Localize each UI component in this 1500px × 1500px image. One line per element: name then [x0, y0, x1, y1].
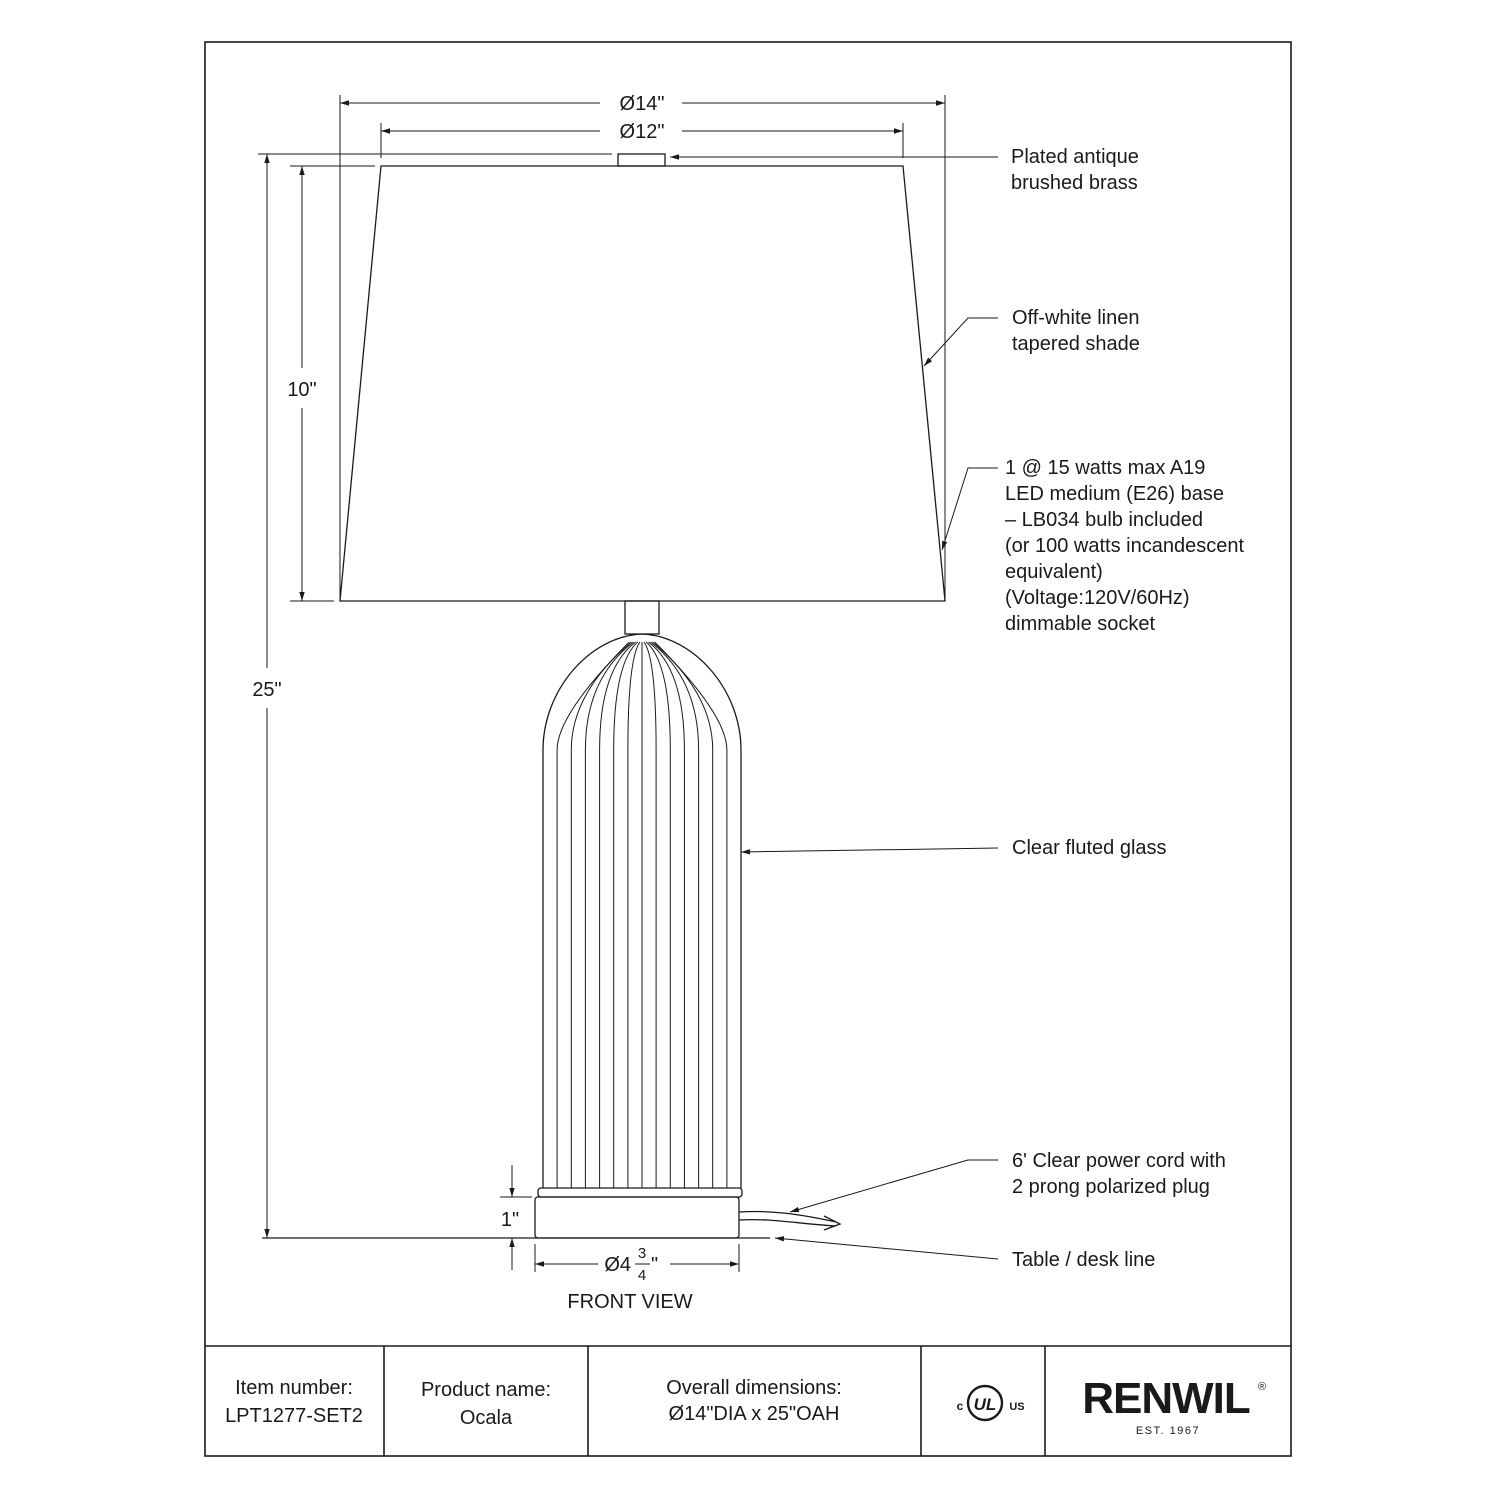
lamp-drawing — [262, 154, 945, 1238]
glass-flute-line — [646, 642, 670, 1188]
svg-text:UL: UL — [973, 1395, 997, 1414]
glass-flute-line — [655, 642, 727, 1188]
base-collar — [538, 1188, 742, 1197]
dimension-labels — [252, 93, 692, 1313]
finial — [618, 154, 665, 166]
dim-base-dia-num: 3 — [637, 1245, 647, 1262]
product-name-value: Ocala — [459, 1407, 513, 1429]
power-cord — [739, 1211, 836, 1222]
dim-shade-height: 10" — [287, 379, 317, 401]
dimension-lines — [258, 95, 945, 1272]
item-number-value: LPT1277-SET2 — [225, 1405, 363, 1427]
svg-text:US: US — [1009, 1401, 1025, 1413]
glass-flutes — [557, 642, 727, 1188]
svg-text:RENWIL: RENWIL — [1082, 1374, 1250, 1423]
lamp-shade — [340, 166, 945, 601]
callout-glass: Clear fluted glass — [1012, 837, 1167, 859]
dim-base-dia-den: 4 — [637, 1267, 647, 1284]
glass-flute-line — [628, 642, 640, 1188]
ul-certification-icon — [957, 1386, 1025, 1420]
lamp-neck — [625, 601, 659, 634]
glass-flute-line — [614, 642, 638, 1188]
sheet-border — [205, 42, 1291, 1456]
svg-text:EST. 1967: EST. 1967 — [1135, 1425, 1201, 1437]
dim-base-dia-prefix: Ø4 — [604, 1254, 631, 1276]
callout-finial: Plated antique brushed brass — [1011, 146, 1139, 194]
glass-flute-line — [644, 642, 656, 1188]
glass-flute-line — [653, 642, 713, 1188]
glass-flute-line — [585, 642, 633, 1188]
dim-overall-height: 25" — [252, 679, 282, 701]
callout-cord: 6' Clear power cord with 2 prong polarized plug — [1012, 1150, 1226, 1198]
view-label: FRONT VIEW — [567, 1291, 693, 1313]
callout-leaders — [670, 157, 998, 1259]
callout-table-line: Table / desk line — [1012, 1249, 1156, 1271]
product-name-label: Product name: — [420, 1379, 552, 1401]
plug-arrow — [824, 1216, 840, 1230]
callouts — [1005, 146, 1250, 1271]
glass-flute-line — [600, 642, 636, 1188]
title-block — [205, 1346, 1291, 1456]
glass-flute-line — [651, 642, 699, 1188]
glass-flute-line — [648, 642, 684, 1188]
renwil-logo — [1082, 1374, 1266, 1437]
overall-dimensions-label: Overall dimensions: — [666, 1377, 842, 1399]
svg-text:c: c — [956, 1399, 964, 1413]
dim-base-dia-suffix: " — [651, 1254, 659, 1276]
overall-dimensions-value: Ø14"DIA x 25"OAH — [668, 1403, 840, 1425]
dim-shade-bottom-dia: Ø14" — [619, 93, 665, 115]
lamp-base — [535, 1197, 739, 1238]
glass-flute-line — [557, 642, 629, 1188]
item-number-label: Item number: — [235, 1377, 353, 1399]
dim-base-height: 1" — [500, 1209, 520, 1231]
dim-shade-top-dia: Ø12" — [619, 121, 665, 143]
power-cord-2 — [739, 1220, 836, 1226]
callout-bulb: 1 @ 15 watts max A19 LED medium (E26) base – LB034 bulb included (or 100 watts incandescent equivalent) (Voltage:120V/60Hz) dimmable socket — [1005, 457, 1245, 635]
callout-shade: Off-white linen tapered shade — [1012, 307, 1140, 355]
svg-text:®: ® — [1258, 1381, 1267, 1393]
glass-flute-line — [571, 642, 631, 1188]
